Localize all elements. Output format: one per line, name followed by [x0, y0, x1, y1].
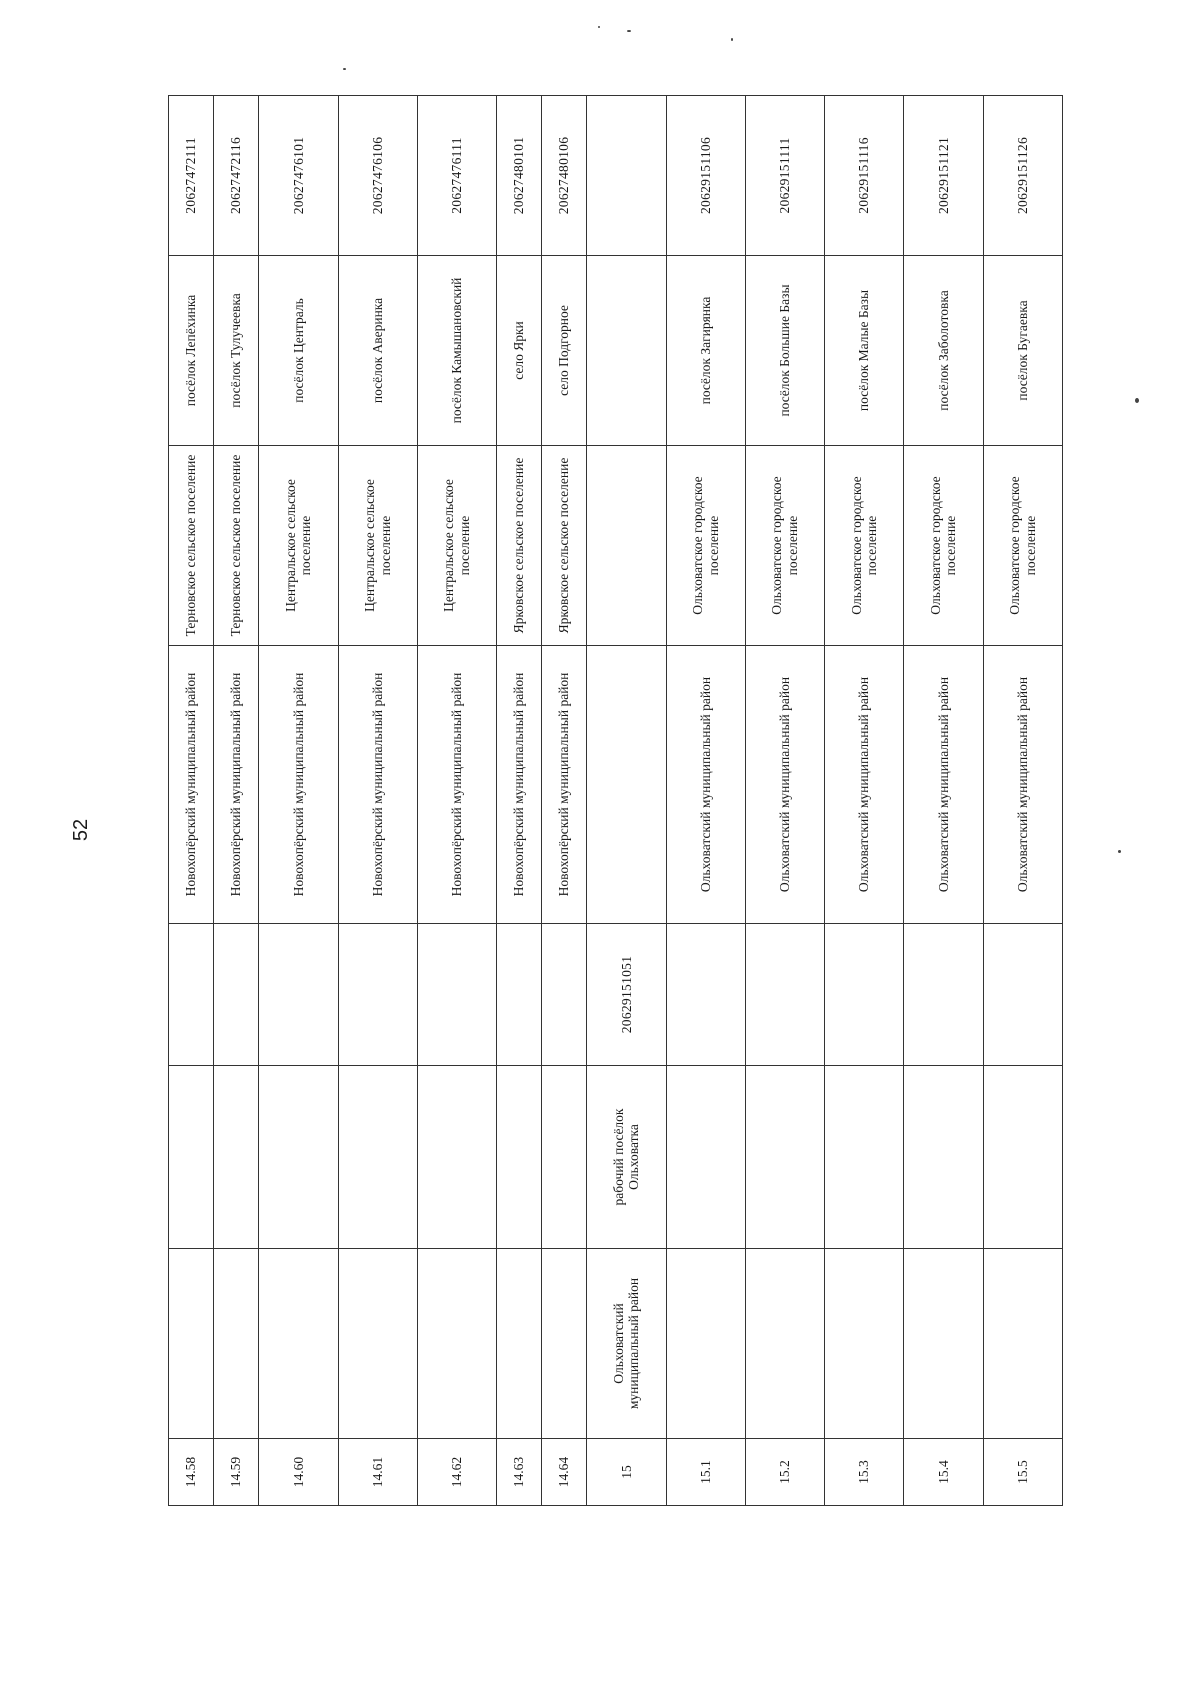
district-cell: [983, 1249, 1062, 1439]
row-number-cell: 15.4: [904, 1439, 983, 1506]
code-cell: 20629151126: [983, 96, 1062, 256]
table-row: [214, 96, 259, 1506]
scan-speck: [627, 30, 631, 32]
table-row: [259, 96, 338, 1506]
row-number-cell: 14.62: [417, 1439, 496, 1506]
settlement-cell: Ярковское сельское поселение: [542, 446, 587, 646]
table-row: [745, 96, 824, 1506]
center-code-cell: [214, 924, 259, 1066]
locality-cell: посёлок Лепёхинка: [169, 256, 214, 446]
settlement-cell: Ольховатское городское поселение: [825, 446, 904, 646]
center-cell: [542, 1066, 587, 1249]
center-code-cell: [904, 924, 983, 1066]
settlement-cell: Ольховатское городское поселение: [745, 446, 824, 646]
locality-cell: [587, 256, 666, 446]
locality-cell: посёлок Тулучеевка: [214, 256, 259, 446]
table-row: [338, 96, 417, 1506]
settlement-cell: Ярковское сельское поселение: [497, 446, 542, 646]
scan-speck: [1118, 850, 1121, 853]
municipality-cell: Ольховатский муниципальный район: [825, 646, 904, 924]
row-number-cell: 15: [587, 1439, 666, 1506]
settlement-cell: Терновское сельское поселение: [214, 446, 259, 646]
settlements-table: [168, 95, 1063, 1506]
center-code-cell: [542, 924, 587, 1066]
municipality-cell: Новохопёрский муниципальный район: [417, 646, 496, 924]
scan-speck: [1135, 398, 1139, 403]
district-cell: [417, 1249, 496, 1439]
row-number-cell: 14.61: [338, 1439, 417, 1506]
center-code-cell: [417, 924, 496, 1066]
code-cell: 20627472111: [169, 96, 214, 256]
center-code-cell: [745, 924, 824, 1066]
code-cell: 20627480101: [497, 96, 542, 256]
code-cell: [587, 96, 666, 256]
center-cell: [904, 1066, 983, 1249]
code-cell: 20627476101: [259, 96, 338, 256]
locality-cell: посёлок Бугаевка: [983, 256, 1062, 446]
center-cell: [169, 1066, 214, 1249]
settlement-cell: Центральское сельское поселение: [417, 446, 496, 646]
center-cell: [497, 1066, 542, 1249]
locality-cell: посёлок Камышановский: [417, 256, 496, 446]
row-number-cell: 15.3: [825, 1439, 904, 1506]
table-row: [169, 96, 214, 1506]
table-row: [417, 96, 496, 1506]
code-cell: 20627472116: [214, 96, 259, 256]
row-number-cell: 14.63: [497, 1439, 542, 1506]
settlement-cell: Центральское сельское поселение: [259, 446, 338, 646]
row-number-cell: 14.59: [214, 1439, 259, 1506]
center-code-cell: [666, 924, 745, 1066]
row-number-cell: 15.1: [666, 1439, 745, 1506]
settlement-cell: Ольховатское городское поселение: [983, 446, 1062, 646]
center-code-cell: 20629151051: [587, 924, 666, 1066]
district-cell: [904, 1249, 983, 1439]
center-code-cell: [169, 924, 214, 1066]
locality-cell: посёлок Большие Базы: [745, 256, 824, 446]
center-cell: рабочий посёлок Ольховатка: [587, 1066, 666, 1249]
center-cell: [338, 1066, 417, 1249]
locality-cell: посёлок Централь: [259, 256, 338, 446]
table-row: [587, 96, 666, 1506]
center-cell: [666, 1066, 745, 1249]
locality-cell: посёлок Загирянка: [666, 256, 745, 446]
scan-speck: [731, 38, 733, 41]
center-code-cell: [983, 924, 1062, 1066]
district-cell: [745, 1249, 824, 1439]
municipality-cell: Новохопёрский муниципальный район: [259, 646, 338, 924]
scan-speck: [598, 26, 600, 28]
locality-cell: посёлок Аверинка: [338, 256, 417, 446]
district-cell: [338, 1249, 417, 1439]
center-cell: [983, 1066, 1062, 1249]
table-row: [825, 96, 904, 1506]
locality-cell: село Подгорное: [542, 256, 587, 446]
center-code-cell: [825, 924, 904, 1066]
center-cell: [745, 1066, 824, 1249]
municipality-cell: Новохопёрский муниципальный район: [497, 646, 542, 924]
municipality-cell: Ольховатский муниципальный район: [666, 646, 745, 924]
page-number: 52: [70, 818, 92, 842]
district-cell: [259, 1249, 338, 1439]
table-row: [983, 96, 1062, 1506]
settlement-cell: Ольховатское городское поселение: [904, 446, 983, 646]
rotated-table: [168, 96, 1063, 1506]
code-cell: 20627476111: [417, 96, 496, 256]
municipality-cell: Новохопёрский муниципальный район: [338, 646, 417, 924]
code-cell: 20629151116: [825, 96, 904, 256]
municipality-cell: Ольховатский муниципальный район: [983, 646, 1062, 924]
table-row: [904, 96, 983, 1506]
municipality-cell: Ольховатский муниципальный район: [904, 646, 983, 924]
district-cell: [497, 1249, 542, 1439]
scan-speck: [343, 68, 346, 70]
row-number-cell: 14.60: [259, 1439, 338, 1506]
center-code-cell: [497, 924, 542, 1066]
locality-cell: посёлок Малые Базы: [825, 256, 904, 446]
settlement-cell: Ольховатское городское поселение: [666, 446, 745, 646]
code-cell: 20629151121: [904, 96, 983, 256]
center-cell: [417, 1066, 496, 1249]
municipality-cell: Новохопёрский муниципальный район: [169, 646, 214, 924]
settlement-cell: Терновское сельское поселение: [169, 446, 214, 646]
center-code-cell: [259, 924, 338, 1066]
center-cell: [214, 1066, 259, 1249]
code-cell: 20627480106: [542, 96, 587, 256]
locality-cell: посёлок Заболотовка: [904, 256, 983, 446]
district-cell: [169, 1249, 214, 1439]
district-cell: [825, 1249, 904, 1439]
municipality-cell: Новохопёрский муниципальный район: [542, 646, 587, 924]
table-body: [169, 96, 1063, 1506]
row-number-cell: 14.58: [169, 1439, 214, 1506]
municipality-cell: Ольховатский муниципальный район: [745, 646, 824, 924]
code-cell: 20629151106: [666, 96, 745, 256]
code-cell: 20629151111: [745, 96, 824, 256]
municipality-cell: Новохопёрский муниципальный район: [214, 646, 259, 924]
row-number-cell: 15.5: [983, 1439, 1062, 1506]
locality-cell: село Ярки: [497, 256, 542, 446]
municipality-cell: [587, 646, 666, 924]
table-row: [497, 96, 542, 1506]
district-cell: [666, 1249, 745, 1439]
district-cell: [542, 1249, 587, 1439]
center-cell: [259, 1066, 338, 1249]
center-cell: [825, 1066, 904, 1249]
table-row: [666, 96, 745, 1506]
table-container: [168, 96, 1063, 1506]
code-cell: 20627476106: [338, 96, 417, 256]
district-cell: Ольховатский муниципальный район: [587, 1249, 666, 1439]
row-number-cell: 14.64: [542, 1439, 587, 1506]
settlement-cell: [587, 446, 666, 646]
settlement-cell: Центральское сельское поселение: [338, 446, 417, 646]
table-row: [542, 96, 587, 1506]
center-code-cell: [338, 924, 417, 1066]
district-cell: [214, 1249, 259, 1439]
row-number-cell: 15.2: [745, 1439, 824, 1506]
